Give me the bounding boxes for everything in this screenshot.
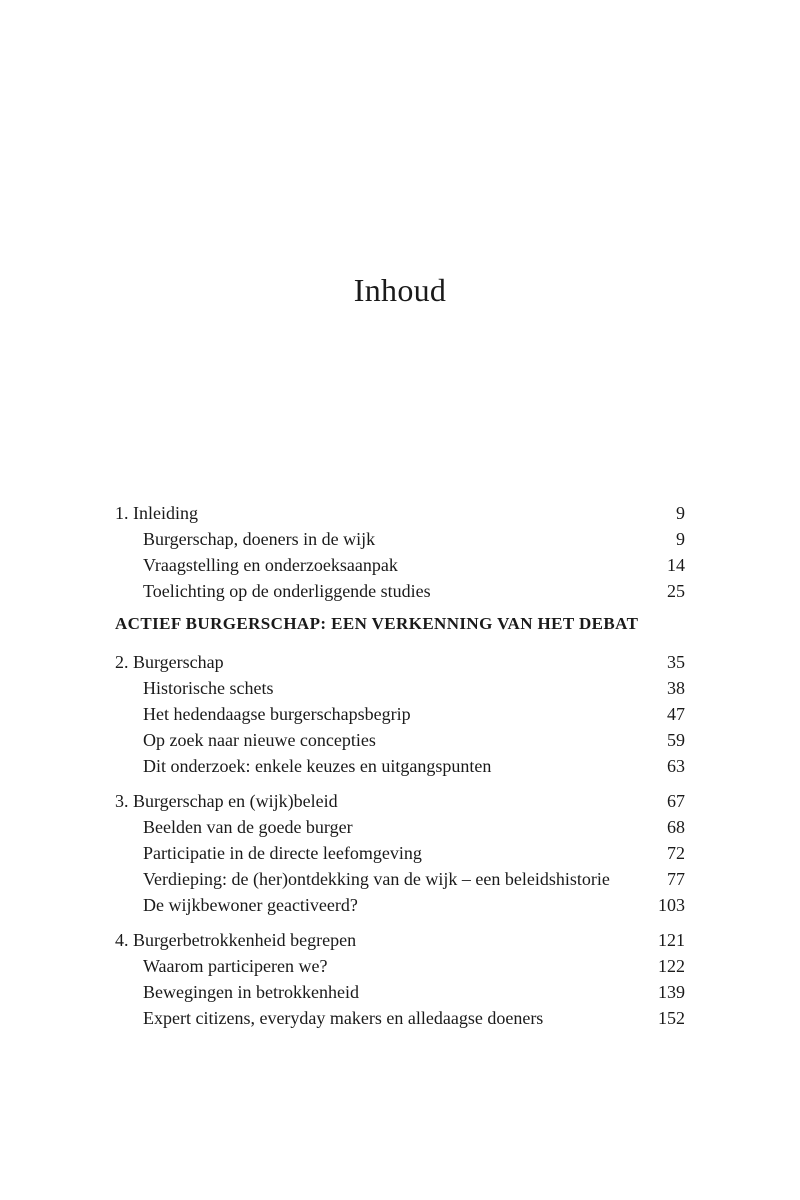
toc-chapter-entry[interactable]	[115, 927, 685, 953]
toc-page-number: 77	[667, 869, 685, 889]
toc-subentry-title: Verdieping: de (her)ontdekking van de wijk – een beleidshistorie	[143, 869, 610, 889]
toc-subentry[interactable]	[115, 1005, 685, 1031]
toc-chapter-title: 4. Burgerbetrokkenheid begrepen	[115, 930, 357, 950]
toc-chapter-entry[interactable]	[115, 500, 685, 526]
toc-subentry-title: Dit onderzoek: enkele keuzes en uitgangspunten	[143, 756, 492, 776]
toc-page-number: 63	[667, 756, 685, 776]
toc-subentry-title: Toelichting op de onderliggende studies	[143, 581, 431, 601]
toc-subentry[interactable]	[115, 892, 685, 918]
toc-subentry-title: De wijkbewoner geactiveerd?	[143, 895, 358, 915]
toc-subentry[interactable]	[115, 814, 685, 840]
toc-subentry[interactable]	[115, 675, 685, 701]
toc-chapter-title: 1. Inleiding	[115, 503, 198, 523]
toc-page-number: 14	[667, 555, 685, 575]
toc-page-number: 9	[676, 529, 685, 549]
toc-page-number: 122	[658, 956, 685, 976]
toc-subentry-title: Expert citizens, everyday makers en alledaagse doeners	[143, 1008, 544, 1028]
toc-subentry[interactable]	[115, 552, 685, 578]
toc-section-heading: ACTIEF BURGERSCHAP: EEN VERKENNING VAN HET DEBAT	[115, 614, 639, 633]
page-title: Inhoud	[353, 272, 447, 308]
toc-subentry-title: Het hedendaagse burgerschapsbegrip	[143, 704, 411, 724]
toc-subentry-title: Waarom participeren we?	[143, 956, 328, 976]
toc-subentry-title: Participatie in de directe leefomgeving	[143, 843, 422, 863]
toc-page-number: 35	[667, 652, 685, 672]
toc-chapter-title: 3. Burgerschap en (wijk)beleid	[115, 791, 338, 811]
toc-chapter-entry[interactable]	[115, 649, 685, 675]
toc-subentry[interactable]	[115, 701, 685, 727]
toc-chapter-entry[interactable]	[115, 788, 685, 814]
toc-subentry[interactable]	[115, 840, 685, 866]
toc-page-number: 59	[667, 730, 685, 750]
toc-page-number: 139	[658, 982, 685, 1002]
toc-page-number: 67	[667, 791, 685, 811]
table-of-contents	[115, 500, 685, 1040]
toc-page-number: 72	[667, 843, 685, 863]
toc-page-number: 68	[667, 817, 685, 837]
toc-page-number: 9	[676, 503, 685, 523]
toc-subentry[interactable]	[115, 866, 685, 892]
toc-chapter-1	[115, 500, 685, 604]
toc-chapter-3	[115, 788, 685, 918]
toc-page-number: 103	[658, 895, 685, 915]
toc-page-number: 152	[658, 1008, 685, 1028]
toc-subentry-title: Bewegingen in betrokkenheid	[143, 982, 359, 1002]
toc-subentry-title: Burgerschap, doeners in de wijk	[143, 529, 376, 549]
toc-subentry[interactable]	[115, 979, 685, 1005]
toc-chapter-2	[115, 649, 685, 779]
toc-subentry[interactable]	[115, 953, 685, 979]
toc-page-number: 38	[667, 678, 685, 698]
toc-page-number: 121	[658, 930, 685, 950]
toc-subentry[interactable]	[115, 727, 685, 753]
toc-chapter-4	[115, 927, 685, 1031]
toc-subentry-title: Historische schets	[143, 678, 274, 698]
toc-subentry[interactable]	[115, 753, 685, 779]
toc-page-number: 25	[667, 581, 685, 601]
toc-subentry[interactable]	[115, 526, 685, 552]
toc-page-number: 47	[667, 704, 685, 724]
toc-subentry-title: Beelden van de goede burger	[143, 817, 353, 837]
toc-subentry-title: Op zoek naar nieuwe concepties	[143, 730, 376, 750]
toc-chapter-title: 2. Burgerschap	[115, 652, 224, 672]
toc-subentry[interactable]	[115, 578, 685, 604]
toc-subentry-title: Vraagstelling en onderzoeksaanpak	[143, 555, 398, 575]
